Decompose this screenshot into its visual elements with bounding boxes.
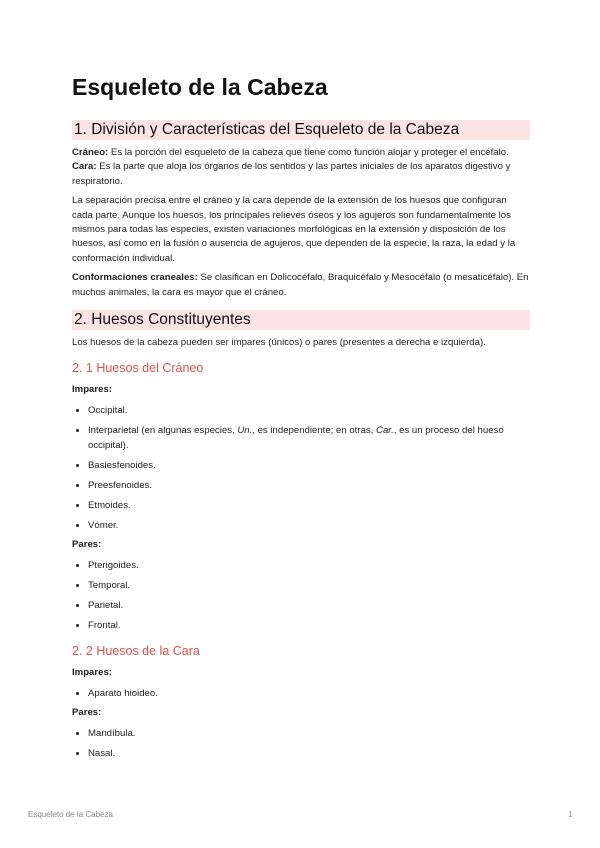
impares-label: Impares: [72,667,112,679]
cara-impares-list [72,686,530,701]
subsection-heading: 2. 2 Huesos de la Cara [72,644,200,659]
bullet-icon [76,752,79,755]
subsection-heading: 2. 1 Huesos del Cráneo [72,361,204,376]
page-number: 1 [568,810,573,819]
bullet-icon [76,584,79,587]
list-item: Temporal. [88,578,530,593]
list-item: Interparietal (en algunas especies, Un., es independiente; en otras, Car., es un proceso del hueso occipital). [88,423,530,453]
term-label: Cráneo: [72,147,109,158]
list-item: Vómer. [88,518,530,533]
bullet-icon [76,564,79,567]
bullet-icon [76,464,79,467]
bullet-icon [76,732,79,735]
definition-text: Se clasifican en Dolicocéfalo, Braquicéfalo y Mesocéfalo (o mesaticéfalo). En muchos animales, la cara es mayor que el cráneo. [72,272,529,298]
section-heading: 2. Huesos Constituyentes [72,310,530,330]
footer-title: Esqueleto de la Cabeza [28,810,113,819]
definition-text: Es la porción del esqueleto de la cabeza que tiene como función alojar y proteger el encéfalo. [108,147,509,158]
bullet-icon [76,484,79,487]
pares-label: Pares: [72,539,102,551]
page-title: Esqueleto de la Cabeza [72,74,328,100]
cara-definition [72,160,530,189]
term-label: Conformaciones craneales: [72,272,198,284]
bullet-icon [76,624,79,627]
section-division [72,120,530,300]
craneo-pares-list [72,558,530,633]
section-huesos [72,310,530,761]
bullet-icon [76,524,79,527]
craneo-impares-list [72,403,530,533]
term-label: Cara: [72,161,97,173]
list-item: Pterigoides. [88,558,530,573]
section-heading: 1. División y Características del Esqueleto de la Cabeza [72,120,530,140]
cara-pares-list [72,726,530,761]
list-item: Occipital. [88,403,530,418]
list-item: Parietal. [88,598,530,613]
bullet-icon [76,429,79,432]
list-item: Basiesfenoides. [88,458,530,473]
list-item: Etmoides. [88,498,530,513]
conformaciones-paragraph [72,271,530,300]
body-paragraph: La separación precisa entre el cráneo y la cara depende de la extensión de los huesos que configuran cada parte. Aunque los huesos, los principales relieves óseos y los agujeros son fundamentalmente los mismos para todas las especies, existen variaciones morfológicas en la extensión y disposición de los huesos, así como en la fusión o ausencia de agujeros, que dependen de la especie, la raza, la edad y la conformación individual. [72,195,516,264]
list-item: Nasal. [88,746,530,761]
bullet-icon [76,692,79,695]
list-item: Preesfenoides. [88,478,530,493]
list-item: Mandíbula. [88,726,530,741]
bullet-icon [76,409,79,412]
definition-text: Es la parte que aloja los órganos de los sentidos y las partes iniciales de los aparatos digestivo y respiratorio. [72,161,511,187]
list-item: Frontal. [88,618,530,633]
bullet-icon [76,504,79,507]
impares-label: Impares: [72,384,112,396]
intro-paragraph: Los huesos de la cabeza pueden ser impares (únicos) o pares (presentes a derecha e izquierda). [72,337,486,349]
pares-label: Pares: [72,707,102,719]
bullet-icon [76,604,79,607]
craneo-definition [72,146,530,160]
list-item: Aparato hioideo. [88,686,530,701]
document-page [72,70,530,769]
